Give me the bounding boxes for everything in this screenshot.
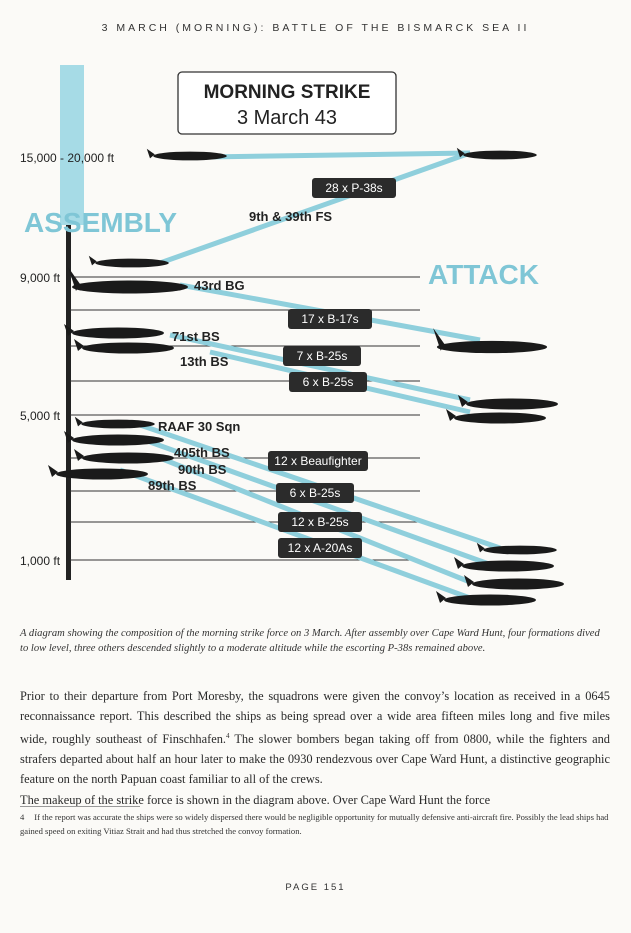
footnote-number: 4 [20, 812, 25, 822]
altitude-label-2: 9,000 ft [20, 271, 61, 285]
b17-assembly-icon [68, 267, 188, 294]
altitude-label-4: 1,000 ft [20, 554, 61, 568]
unit-label-71st-bs: 71st BS [172, 329, 220, 344]
title-line-2: 3 March 43 [236, 107, 338, 129]
p38-assembly-icon [147, 149, 227, 161]
force-label-b25-d: 12 x B-25s [291, 515, 349, 529]
force-label-beaufighter: 12 x Beaufighter [274, 454, 362, 468]
force-label-p38: 28 x P-38s [325, 181, 383, 195]
footnote [20, 810, 610, 838]
b25-71st-icon [64, 324, 164, 339]
paragraph-1-a: Prior to their departure from Port Moresby, the squadrons were given the convoy’s location as received in a 0645 reconnaissance report. This described the ships as being spread over a wide area fifteen miles long and five miles wide, roughly southeast of Finschhafen. [20, 689, 610, 747]
force-label-b25-a: 7 x B-25s [296, 349, 348, 363]
unit-label-405th-bs: 405th BS [174, 445, 230, 460]
footnote-rule [20, 806, 140, 807]
altitude-band [60, 65, 84, 225]
attack-label: ATTACK [428, 259, 539, 290]
b17-attack-icon [433, 328, 547, 353]
altitude-label-1: 15,000 - 20,000 ft [20, 151, 115, 165]
b25-attack-1-icon [458, 395, 558, 410]
force-label-b25-b: 6 x B-25s [302, 375, 354, 389]
altitude-label-3: 5,000 ft [20, 409, 61, 423]
title-line-1: MORNING STRIKE [203, 82, 371, 103]
b25-405th-icon [64, 431, 164, 446]
p38-climb-icon [89, 256, 169, 268]
force-label-b25-c: 6 x B-25s [289, 486, 341, 500]
unit-label-43rd-bg: 43rd BG [194, 278, 245, 293]
unit-label-90th-bs: 90th BS [178, 462, 227, 477]
running-head: 3 MARCH (MORNING): BATTLE OF THE BISMARCK SEA II [101, 22, 530, 34]
altitude-axis [66, 225, 71, 580]
b25-attack-4-icon [464, 575, 564, 590]
b25-13th-icon [74, 339, 174, 354]
unit-label-89th-bs: 89th BS [148, 478, 197, 493]
figure-caption: A diagram showing the composition of the morning strike force on 3 March. After assembly over Cape Ward Hunt, four formations dived to low level, three others descended slightly to a moderate altitude while the escorting P-38s remained above. [20, 628, 600, 654]
footnote-text: If the report was accurate the ships were so widely dispersed there would be negligible opportunity for mutually defensive anti-aircraft fire. Possibly the lead ships had gained speed on exiting Vitiaz Strait and had thus stretched the convoy formation. [20, 812, 609, 836]
paragraph-2: The makeup of the strike force is shown in the diagram above. Over Cape Ward Hunt the force [20, 793, 491, 807]
page-number: PAGE 151 [285, 882, 346, 893]
a20-89th-icon [48, 465, 148, 480]
beaufighter-icon [75, 417, 155, 429]
unit-label-13th-bs: 13th BS [180, 354, 229, 369]
unit-label-9th-39th-fs: 9th & 39th FS [249, 209, 333, 224]
force-label-b17: 17 x B-17s [301, 312, 359, 326]
footnote-ref: 4 [226, 732, 230, 740]
assembly-label: ASSEMBLY [24, 207, 178, 238]
b25-90th-icon [74, 449, 174, 464]
unit-label-raaf-30-sqn: RAAF 30 Sqn [158, 419, 241, 434]
force-label-a20: 12 x A-20As [287, 541, 353, 555]
p38-attack-icon [457, 148, 537, 160]
paragraph-1 [20, 686, 610, 789]
paragraph-1-b: The slower bombers began taking off from 0800, while the fighters and strafers departed about half an hour later to make the 0930 rendezvous over Cape Ward Hunt, a distinctive geographic feature on the north Papuan coast familiar to all of the crews. [20, 732, 610, 787]
